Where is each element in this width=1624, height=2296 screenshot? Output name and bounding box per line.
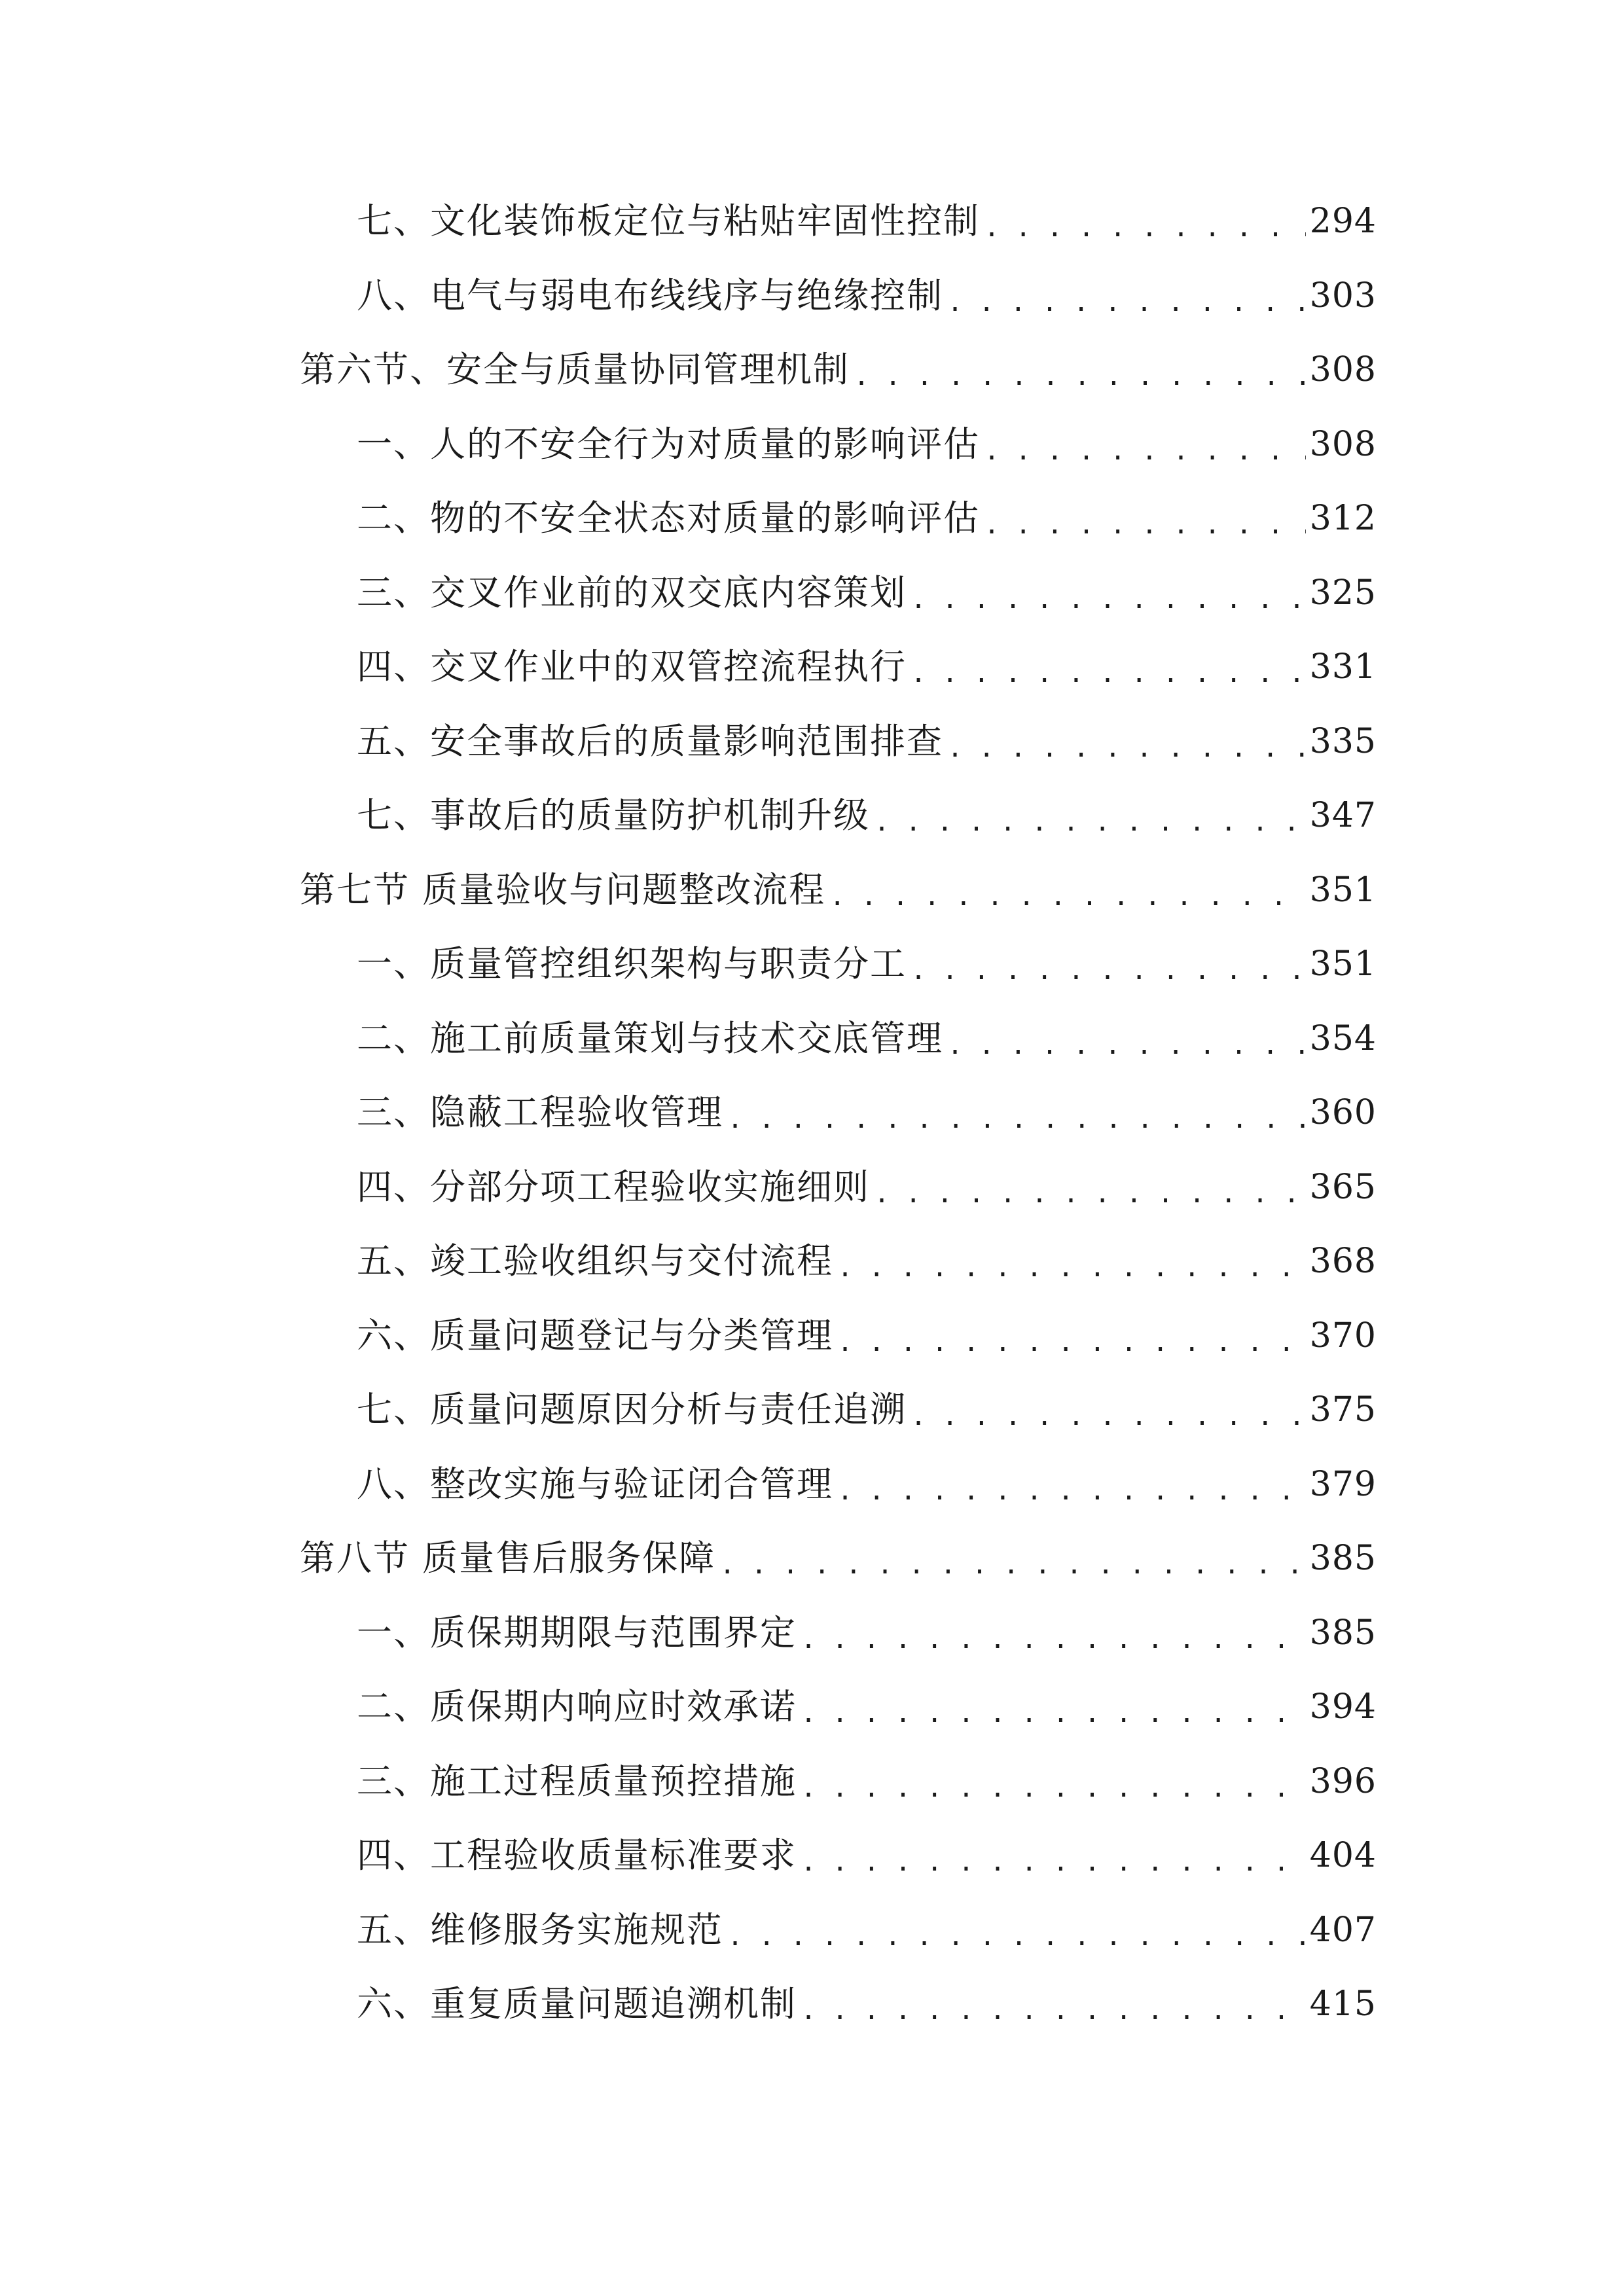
toc-page-number: 308 — [1309, 425, 1377, 464]
toc-dot-leader — [911, 560, 1306, 626]
toc-entry-title: 第八节 质量售后服务保障 — [300, 1537, 716, 1579]
toc-section-entry[interactable] — [300, 337, 1377, 403]
toc-entry-title: 四、分部分项工程验收实施细则 — [357, 1166, 870, 1208]
toc-subsection-entry[interactable] — [357, 1006, 1377, 1071]
toc-entry-title: 一、质保期期限与范围界定 — [357, 1612, 797, 1653]
toc-entry-title: 七、质量问题原因分析与责任追溯 — [357, 1389, 907, 1430]
toc-subsection-entry[interactable] — [357, 709, 1377, 774]
toc-page-number: 335 — [1309, 722, 1377, 761]
toc-page-number: 404 — [1309, 1836, 1377, 1875]
toc-subsection-entry[interactable] — [357, 412, 1377, 477]
toc-page-number: 351 — [1309, 944, 1377, 984]
toc-dot-leader — [719, 1526, 1306, 1591]
toc-entry-title: 五、竣工验收组织与交付流程 — [357, 1240, 833, 1282]
toc-dot-leader — [801, 1749, 1306, 1814]
toc-entry-title: 六、质量问题登记与分类管理 — [357, 1315, 833, 1356]
toc-subsection-entry[interactable] — [357, 1971, 1377, 2037]
toc-subsection-entry[interactable] — [357, 263, 1377, 329]
toc-dot-leader — [727, 1080, 1306, 1145]
toc-page-number: 347 — [1309, 796, 1377, 835]
toc-dot-leader — [854, 337, 1306, 403]
toc-entry-title: 二、施工前质量策划与技术交底管理 — [357, 1018, 943, 1059]
toc-entry-title: 第七节 质量验收与问题整改流程 — [300, 869, 826, 910]
toc-subsection-entry[interactable] — [357, 931, 1377, 997]
toc-subsection-entry[interactable] — [357, 1452, 1377, 1517]
toc-dot-leader — [947, 709, 1306, 774]
toc-subsection-entry[interactable] — [357, 634, 1377, 700]
toc-dot-leader — [837, 1452, 1306, 1517]
toc-entry-title: 三、交叉作业前的双交底内容策划 — [357, 572, 907, 613]
toc-entry-title: 三、施工过程质量预控措施 — [357, 1761, 797, 1802]
toc-page-number: 294 — [1309, 202, 1377, 241]
toc-entry-title: 七、事故后的质量防护机制升级 — [357, 795, 870, 836]
toc-page-number: 312 — [1309, 499, 1377, 538]
toc-dot-leader — [837, 1303, 1306, 1369]
toc-entry-title: 第六节、安全与质量协同管理机制 — [300, 349, 850, 390]
toc-dot-leader — [984, 412, 1306, 477]
toc-entry-title: 六、重复质量问题追溯机制 — [357, 1983, 797, 2024]
toc-page-number: 375 — [1309, 1390, 1377, 1429]
toc-subsection-entry[interactable] — [357, 560, 1377, 626]
toc-entry-title: 三、隐蔽工程验收管理 — [357, 1092, 723, 1133]
toc-dot-leader — [801, 1823, 1306, 1888]
toc-dot-leader — [947, 263, 1306, 329]
toc-dot-leader — [984, 188, 1306, 254]
toc-dot-leader — [911, 1377, 1306, 1443]
toc-page-number: 354 — [1309, 1019, 1377, 1058]
toc-page-number: 325 — [1309, 573, 1377, 613]
toc-dot-leader — [837, 1229, 1306, 1294]
toc-entry-title: 一、人的不安全行为对质量的影响评估 — [357, 423, 980, 465]
toc-dot-leader — [874, 1155, 1306, 1220]
toc-subsection-entry[interactable] — [357, 1229, 1377, 1294]
toc-dot-leader — [984, 486, 1306, 551]
toc-page-number: 396 — [1309, 1762, 1377, 1801]
toc-section-entry[interactable] — [300, 1526, 1377, 1591]
toc-subsection-entry[interactable] — [357, 1080, 1377, 1145]
toc-entry-title: 二、质保期内响应时效承诺 — [357, 1686, 797, 1727]
toc-subsection-entry[interactable] — [357, 1155, 1377, 1220]
toc-subsection-entry[interactable] — [357, 1823, 1377, 1888]
toc-page-number: 365 — [1309, 1168, 1377, 1207]
toc-page-number: 360 — [1309, 1093, 1377, 1132]
toc-page-number: 379 — [1309, 1465, 1377, 1504]
toc-subsection-entry[interactable] — [357, 1600, 1377, 1666]
toc-subsection-entry[interactable] — [357, 486, 1377, 551]
toc-dot-leader — [947, 1006, 1306, 1071]
toc-entry-title: 七、文化装饰板定位与粘贴牢固性控制 — [357, 200, 980, 242]
toc-page-number: 331 — [1309, 647, 1377, 687]
toc-page-number: 368 — [1309, 1242, 1377, 1281]
toc-dot-leader — [874, 783, 1306, 848]
toc-page-number: 394 — [1309, 1687, 1377, 1727]
toc-page-number: 370 — [1309, 1316, 1377, 1355]
toc-subsection-entry[interactable] — [357, 1303, 1377, 1369]
toc-entry-title: 四、工程验收质量标准要求 — [357, 1835, 797, 1876]
toc-page-number: 351 — [1309, 870, 1377, 910]
toc-entry-title: 四、交叉作业中的双管控流程执行 — [357, 646, 907, 687]
toc-subsection-entry[interactable] — [357, 1377, 1377, 1443]
toc-dot-leader — [801, 1674, 1306, 1740]
toc-entry-title: 五、维修服务实施规范 — [357, 1909, 723, 1950]
toc-entry-title: 二、物的不安全状态对质量的影响评估 — [357, 497, 980, 539]
toc-dot-leader — [829, 857, 1306, 923]
toc-entry-title: 八、电气与弱电布线线序与绝缘控制 — [357, 275, 943, 316]
toc-entry-title: 五、安全事故后的质量影响范围排查 — [357, 721, 943, 762]
toc-dot-leader — [801, 1971, 1306, 2037]
toc-dot-leader — [911, 634, 1306, 700]
toc-page-number: 415 — [1309, 1984, 1377, 2024]
toc-page-number: 385 — [1309, 1613, 1377, 1653]
toc-entry-title: 一、质量管控组织架构与职责分工 — [357, 943, 907, 984]
toc-subsection-entry[interactable] — [357, 1749, 1377, 1814]
toc-dot-leader — [801, 1600, 1306, 1666]
toc-entry-title: 八、整改实施与验证闭合管理 — [357, 1463, 833, 1505]
toc-section-entry[interactable] — [300, 857, 1377, 923]
toc-page-number: 303 — [1309, 276, 1377, 315]
toc-page-number: 385 — [1309, 1539, 1377, 1578]
toc-subsection-entry[interactable] — [357, 188, 1377, 254]
toc-page-number: 407 — [1309, 1910, 1377, 1950]
toc-subsection-entry[interactable] — [357, 1897, 1377, 1963]
toc-page-number: 308 — [1309, 350, 1377, 389]
toc-dot-leader — [727, 1897, 1306, 1963]
toc-subsection-entry[interactable] — [357, 783, 1377, 848]
toc-subsection-entry[interactable] — [357, 1674, 1377, 1740]
toc-dot-leader — [911, 931, 1306, 997]
